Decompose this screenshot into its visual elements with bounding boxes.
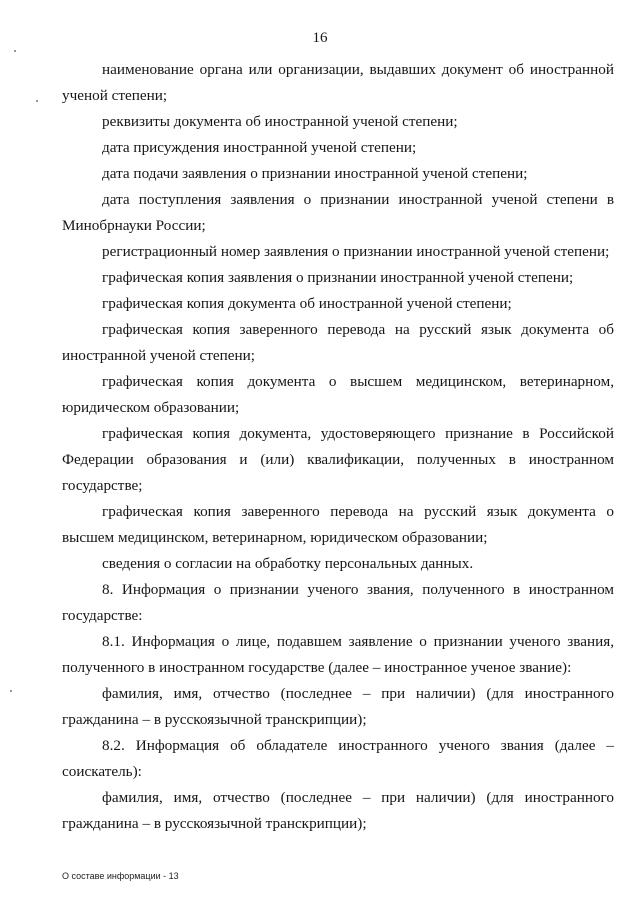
paragraph: наименование органа или организации, выдавших документ об иностранной ученой степени;	[62, 61, 614, 104]
subsection-heading: 8.2. Информация об обладателе иностранного ученого звания (далее – соискатель):	[62, 737, 614, 780]
subsection-heading: 8.1. Информация о лице, подавшем заявление о признании ученого звания, полученного в иностранном государстве (далее – иностранное ученое звание):	[62, 633, 614, 676]
paragraph: дата присуждения иностранной ученой степени;	[102, 139, 417, 156]
paragraph: дата подачи заявления о признании иностранной ученой степени;	[102, 165, 528, 182]
paragraph: графическая копия документа об иностранной ученой степени;	[102, 295, 512, 312]
paragraph: фамилия, имя, отчество (последнее – при наличии) (для иностранного гражданина – в русскоязычной транскрипции);	[62, 685, 614, 728]
scan-speck	[36, 100, 38, 102]
paragraph: графическая копия заявления о признании иностранной ученой степени;	[102, 269, 574, 286]
paragraph: графическая копия документа о высшем медицинском, ветеринарном, юридическом образовании;	[62, 373, 614, 416]
paragraph: графическая копия заверенного перевода на русский язык документа об иностранной ученой степени;	[62, 321, 614, 364]
paragraph: реквизиты документа об иностранной ученой степени;	[102, 113, 458, 130]
scan-speck	[14, 50, 16, 52]
document-body	[62, 57, 614, 837]
paragraph: дата поступления заявления о признании иностранной ученой степени в Минобрнауки России;	[62, 191, 614, 234]
scan-speck	[10, 690, 12, 692]
footer-note: О составе информации - 13	[62, 871, 179, 881]
page-number: 16	[312, 30, 328, 46]
paragraph: графическая копия заверенного перевода на русский язык документа о высшем медицинском, ветеринарном, юридическом образовании;	[62, 503, 614, 546]
paragraph: графическая копия документа, удостоверяющего признание в Российской Федерации образования и (или) квалификации, полученных в иностранном государстве;	[62, 425, 614, 494]
section-heading: 8. Информация о признании ученого звания, полученного в иностранном государстве:	[62, 581, 614, 624]
paragraph: фамилия, имя, отчество (последнее – при наличии) (для иностранного гражданина – в русскоязычной транскрипции);	[62, 789, 614, 832]
paragraph: регистрационный номер заявления о признании иностранной ученой степени;	[102, 243, 610, 260]
paragraph: сведения о согласии на обработку персональных данных.	[102, 555, 474, 572]
